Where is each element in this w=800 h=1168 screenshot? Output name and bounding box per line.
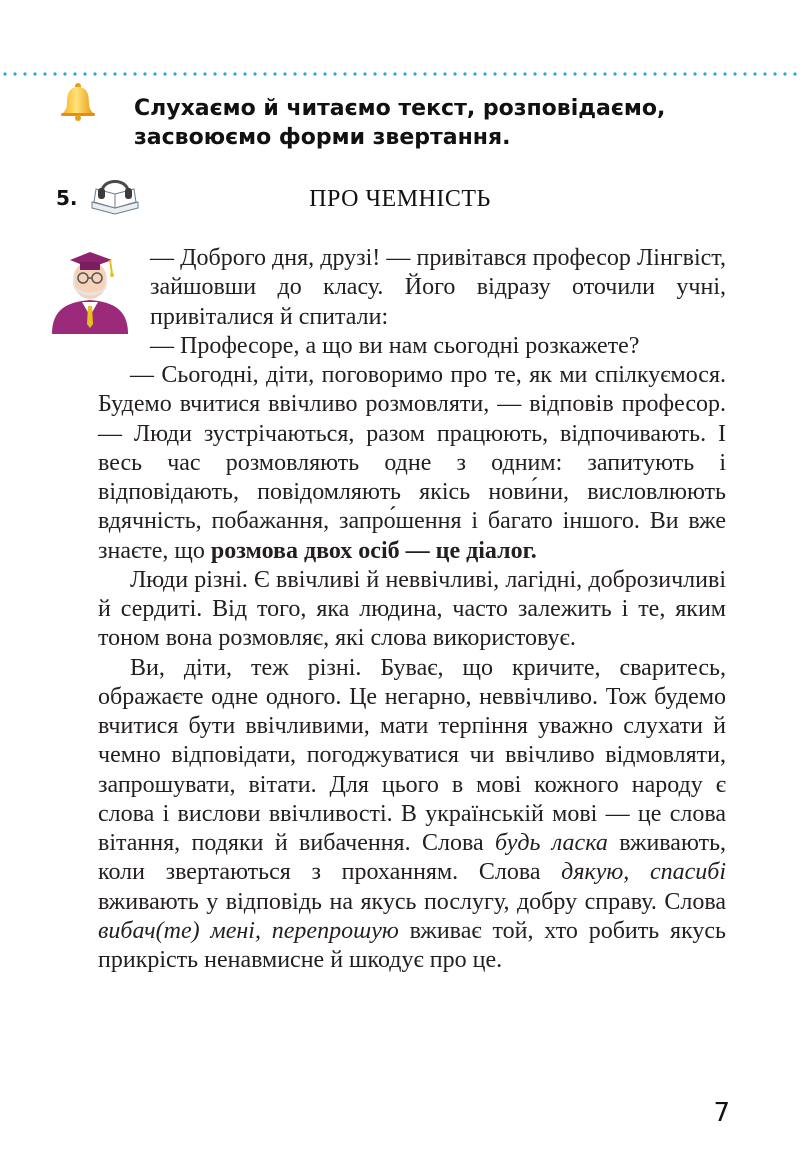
paragraph-answer	[98, 361, 726, 566]
politeness-text-b: вживають, коли звертаються з проханням. Слова	[98, 830, 727, 886]
audio-book-icon	[88, 172, 142, 218]
answer-text: — Сьогодні, діти, поговоримо про те, як ми спілкуємося. Будемо вчитися ввічливо розмовляти, — відповів професор. — Люди зустрічаються, разом працюють, відпочивають. І весь час розмовляють одне з одним: запитують і відповідають, повідомляють якісь нови́ни, висловлюють вдячність, побажання, запро́шення і багато іншого. Ви вже знаєте, що	[98, 362, 726, 564]
text-title: ПРО ЧЕМНІСТЬ	[309, 186, 491, 212]
politeness-text-c: вживають у відповідь на якусь послугу, добру справу. Слова	[98, 888, 726, 915]
politeness-text-d: вживає той, хто робить якусь прикрість ненавмисне й шкодує про це.	[98, 917, 726, 973]
paragraph-question	[98, 332, 726, 361]
instruction-text: Слухаємо й читаємо текст, розповідаємо, засвоюємо форми звертання.	[134, 96, 666, 150]
page-number: 7	[713, 1098, 730, 1128]
exercise-number: 5.	[56, 186, 78, 210]
question-text: — Професоре, а що ви нам сьогодні розкажете?	[150, 332, 640, 359]
italic-thanks: дякую, спасибі	[561, 859, 726, 886]
politeness-text-a: Ви, діти, теж різні. Буває, що кричите, сваритесь, ображаєте одне одного. Це негарно, неввічливо. Тож будемо вчитися бути ввічливими, мати терпіння уважно слухати й чемно відповідати, погоджуватися чи ввічливо відмовляти, запрошувати, вітати. Для цього в мові кожного народу є слова і вислови ввічливості. В українській мові — це слова вітання, подяки й вибачення. Слова	[98, 654, 726, 856]
dotted-divider	[0, 72, 800, 76]
paragraph-politeness	[98, 654, 726, 976]
italic-please: будь ласка	[495, 830, 608, 856]
paragraph-greeting: — Доброго дня, друзі! — привітався професор Лінгвіст, зайшовши до класу. Його відразу оточили учні, привіталися й спитали:	[150, 245, 726, 330]
dialog-definition: розмова двох осіб — це діалог	[210, 537, 531, 564]
main-text	[98, 244, 726, 975]
dialog-definition-end: .	[530, 537, 537, 564]
bell-icon	[58, 82, 98, 122]
paragraph-people: Люди різні. Є ввічливі й неввічливі, лагідні, доброзичливі й сердиті. Від того, яка людина, часто залежить і те, яким тоном вона розмовляє, які слова використовує.	[98, 566, 726, 652]
italic-sorry: вибач(те) мені, перепрошую	[98, 917, 399, 944]
